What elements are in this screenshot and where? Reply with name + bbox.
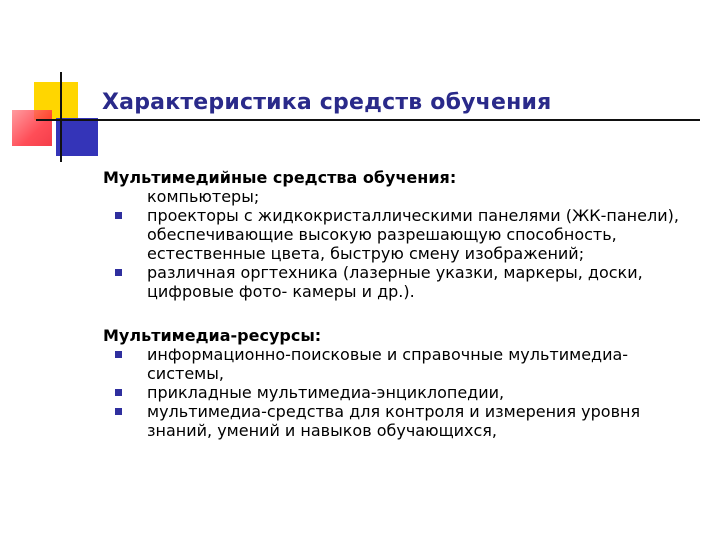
decor-vertical-line: [60, 72, 62, 162]
square-bullet-icon: [115, 389, 122, 396]
list-item: [103, 263, 683, 301]
section-multimedia-resources: [103, 326, 683, 440]
list-item-text: прикладные мультимедиа-энциклопедии,: [147, 383, 505, 402]
decor-blue-square: [56, 118, 98, 156]
section-heading: Мультимедийные средства обучения:: [103, 168, 457, 187]
square-bullet-icon: [115, 351, 122, 358]
list-item: [103, 402, 683, 440]
list-item: [103, 206, 683, 263]
slide-content: [103, 168, 683, 440]
plain-item: компьютеры;: [147, 187, 260, 206]
list-item-text: мультимедиа-средства для контроля и измерения уровня знаний, умений и навыков обучающихся,: [147, 402, 641, 440]
list-item: [103, 345, 683, 383]
title-underline: [36, 119, 700, 121]
decor-red-square: [12, 110, 52, 146]
section-heading: Мультимедиа-ресурсы:: [103, 326, 322, 345]
list-item-text: проекторы с жидкокристаллическими панелями (ЖК-панели), обеспечивающие высокую разрешающую способность, естественные цвета, быструю смену изображений;: [147, 206, 679, 263]
slide-title: Характеристика средств обучения: [102, 90, 552, 115]
section-multimedia-tools: [103, 168, 683, 301]
list-item-text: различная оргтехника (лазерные указки, маркеры, доски, цифровые фото- камеры и др.).: [147, 263, 643, 301]
square-bullet-icon: [115, 408, 122, 415]
list-item: [103, 383, 683, 402]
square-bullet-icon: [115, 269, 122, 276]
list-item-text: информационно-поисковые и справочные мультимедиа-системы,: [147, 345, 629, 383]
square-bullet-icon: [115, 212, 122, 219]
